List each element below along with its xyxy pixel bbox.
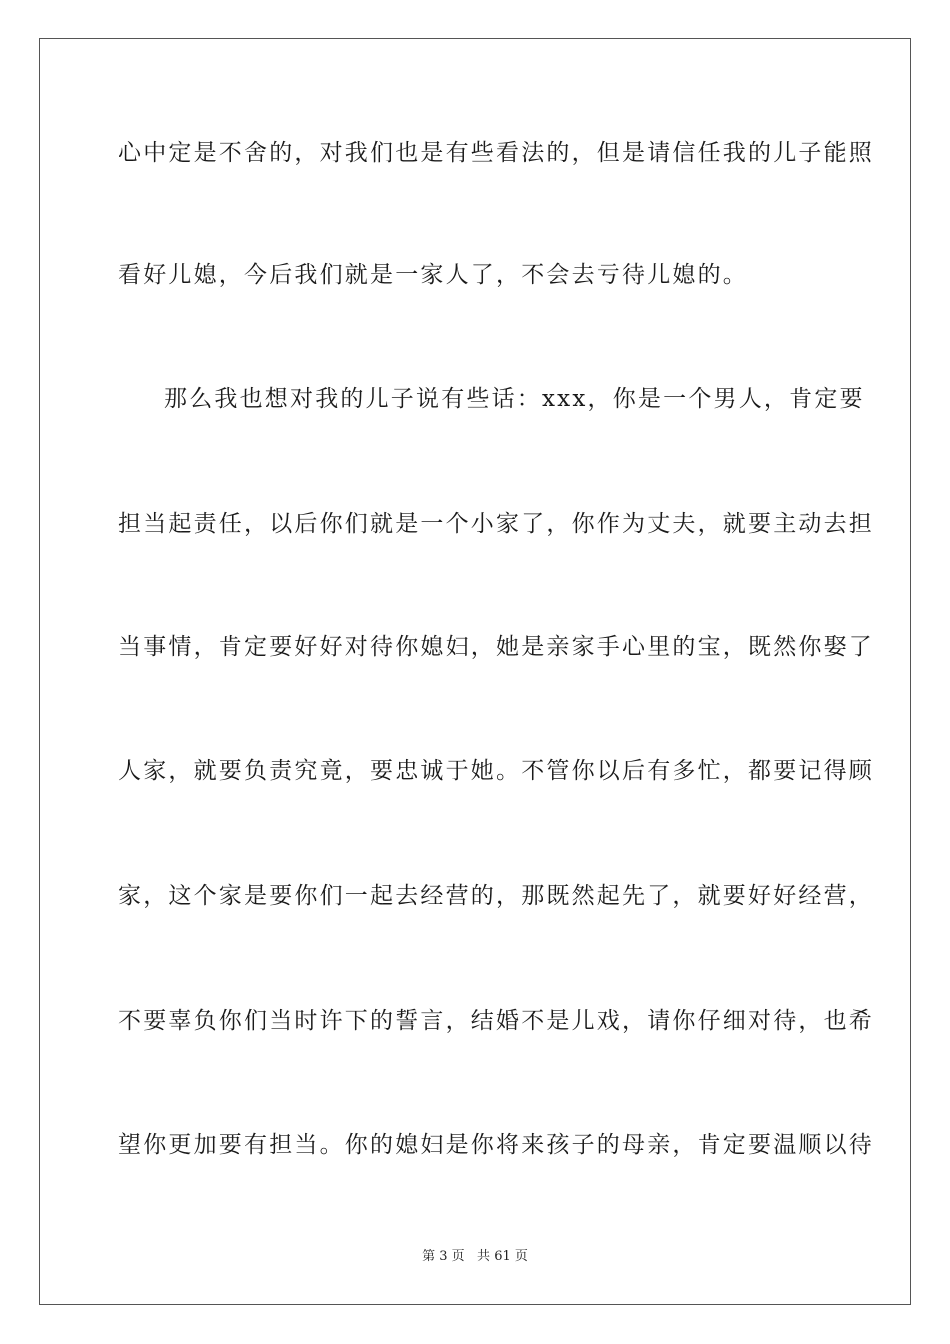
body-line-8: 不要辜负你们当时许下的誓言，结婚不是儿戏，请你仔细对待，也希 xyxy=(118,1008,874,1034)
body-line-6: 人家，就要负责究竟，要忠诚于她。不管你以后有多忙，都要记得顾 xyxy=(118,758,874,784)
page-border xyxy=(39,38,911,1305)
page-number-footer: 第 3 页 共 61 页 xyxy=(422,1249,528,1264)
body-line-9: 望你更加要有担当。你的媳妇是你将来孩子的母亲，肯定要温顺以待 xyxy=(118,1132,874,1158)
body-line-1: 心中定是不舍的，对我们也是有些看法的，但是请信任我的儿子能照 xyxy=(118,140,874,166)
body-line-7: 家，这个家是要你们一起去经营的，那既然起先了，就要好好经营， xyxy=(118,883,874,909)
body-line-2: 看好儿媳，今后我们就是一家人了，不会去亏待儿媳的。 xyxy=(118,262,748,288)
body-line-3: 那么我也想对我的儿子说有些话：xxx，你是一个男人，肯定要 xyxy=(164,386,865,412)
body-line-4: 担当起责任，以后你们就是一个小家了，你作为丈夫，就要主动去担 xyxy=(118,511,874,537)
body-line-5: 当事情，肯定要好好对待你媳妇，她是亲家手心里的宝，既然你娶了 xyxy=(118,634,874,660)
